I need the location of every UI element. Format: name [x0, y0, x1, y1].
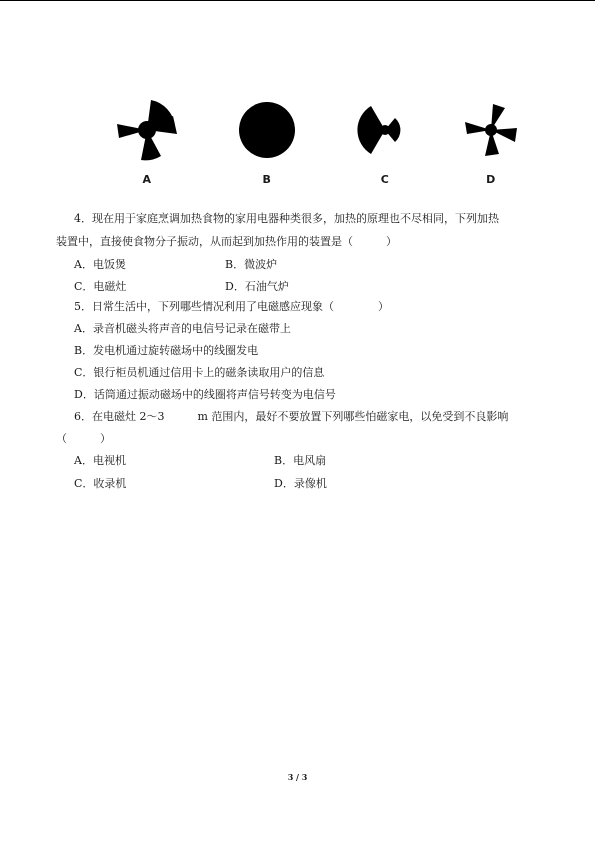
question-4-line-1: 4．现在用于家庭烹调加热食物的家用电器种类很多，加热的原理也不尽相同，下列加热: [74, 212, 499, 225]
q6-option-c: C．收录机: [74, 477, 127, 490]
q4-option-d: D．石油气炉: [225, 280, 289, 293]
bowtie-sector-icon: [350, 95, 420, 165]
q4-option-a: A．电饭煲: [74, 258, 126, 271]
solid-disk-icon: [232, 95, 302, 165]
question-6-line-2: （ ）: [56, 432, 111, 445]
figure-a: [102, 95, 192, 186]
q5-option-c: C．银行柜员机通过信用卡上的磁条读取用户的信息: [74, 366, 325, 379]
q6-option-d: D．录像机: [274, 477, 327, 490]
figure-label: C: [380, 173, 390, 186]
figure-c: [340, 95, 430, 186]
question-4-line-2: 装置中，直接使食物分子振动，从而起到加热作用的装置是（ ）: [56, 235, 397, 248]
pinwheel-two-blade-icon: [112, 95, 182, 165]
q4-option-c: C．电磁灶: [74, 280, 127, 293]
figure-label: B: [262, 173, 272, 186]
question-5-stem: 5．日常生活中，下列哪些情况利用了电磁感应现象（ ）: [74, 300, 389, 313]
four-blade-fan-icon: [456, 95, 526, 165]
page-number: 3 / 3: [287, 772, 308, 782]
figure-label: A: [142, 173, 152, 186]
q6-option-a: A．电视机: [74, 454, 126, 467]
q6-option-b: B．电风扇: [274, 454, 327, 467]
top-rule: [0, 0, 595, 1]
figure-d: [446, 95, 536, 186]
question-6-line-1: 6．在电磁灶 2～3 m 范围内，最好不要放置下列哪些怕磁家电，以免受到不良影响: [74, 410, 509, 423]
q5-option-b: B．发电机通过旋转磁场中的线圈发电: [74, 344, 259, 357]
q4-option-b: B．微波炉: [225, 258, 278, 271]
q5-option-d: D．话筒通过振动磁场中的线圈将声信号转变为电信号: [74, 388, 336, 401]
q5-option-a: A．录音机磁头将声音的电信号记录在磁带上: [74, 322, 291, 335]
figure-row: [0, 95, 595, 205]
figure-label: D: [486, 173, 496, 186]
figure-b: [222, 95, 312, 186]
